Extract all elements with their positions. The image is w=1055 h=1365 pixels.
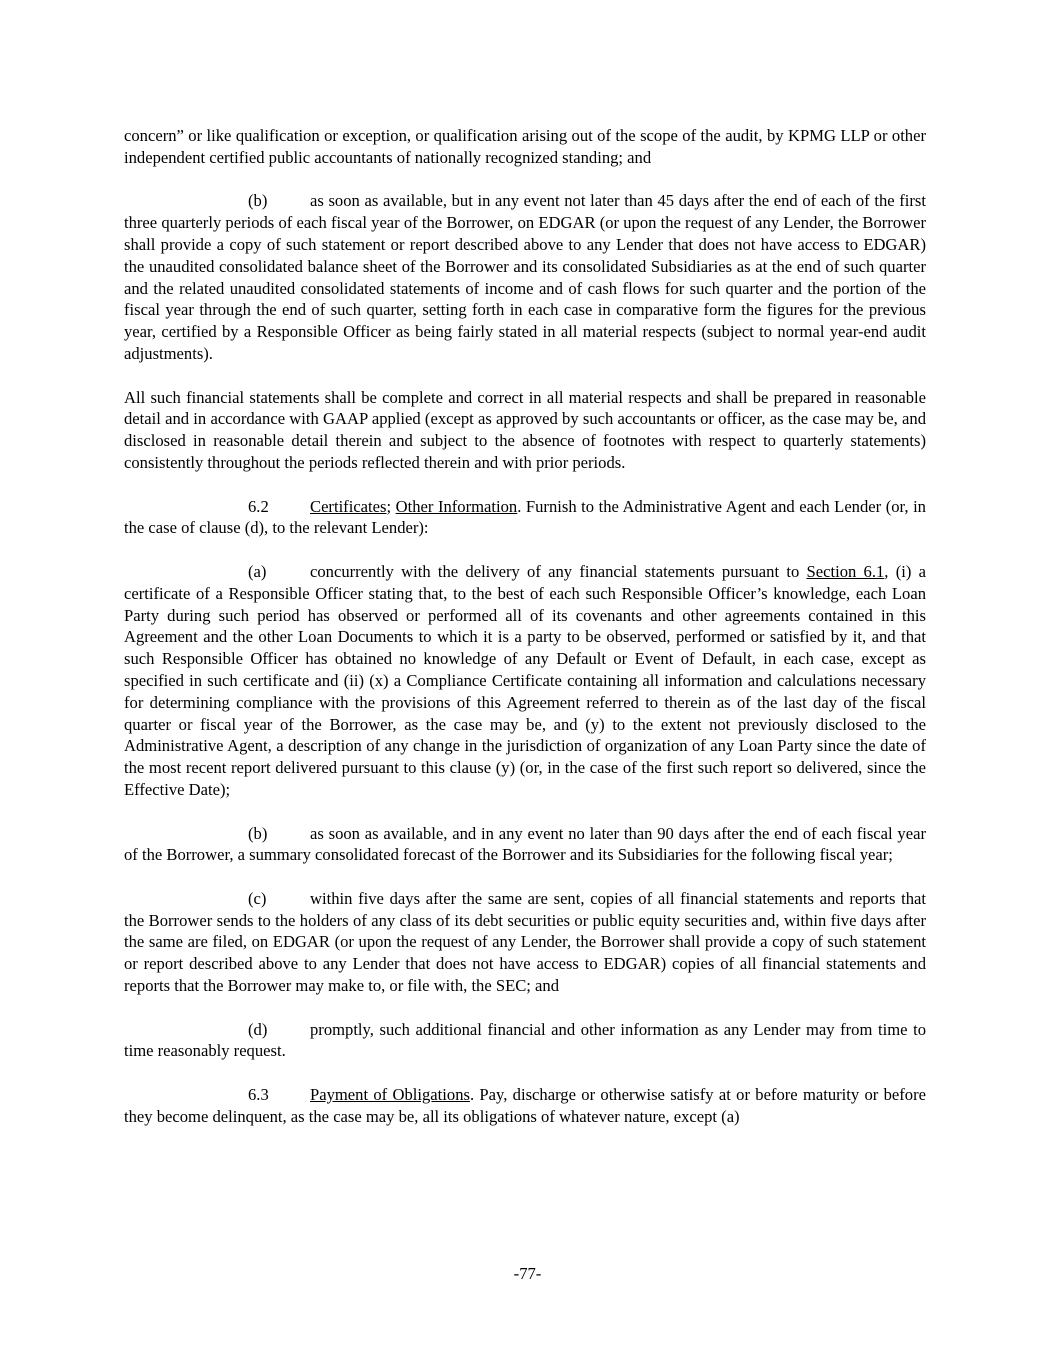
section-6-2 (124, 496, 926, 540)
clause-label: (b) (248, 191, 268, 211)
paragraph-continuation: concern” or like qualification or exception, or qualification arising out of the scope of the audit, by KPMG LLP or other independent certified public accountants of nationally recognized standing; and (124, 126, 926, 167)
section-heading-other-information: Other Information (395, 496, 518, 516)
clause-text: within five days after the same are sent, copies of all financial statements and reports that the Borrower sends to the holders of any class of its debt securities or public equity securities and, within five days after the same are filed, on EDGAR (or upon the request of any Lender, the Borrower shall provide a copy of such statement or report described above to any Lender that does not have access to EDGAR) copies of all financial statements and reports that the Borrower may make to, or file with, the SEC; and (124, 888, 926, 996)
clause-text: as soon as available, but in any event not later than 45 days after the end of each of the first three quarterly periods of each fiscal year of the Borrower, on EDGAR (or upon the request of any Lender, the Borrower shall provide a copy of such statement or report described above to any Lender that does not have access to EDGAR) the unaudited consolidated balance sheet of the Borrower and its consolidated Subsidiaries as at the end of such quarter and the related unaudited consolidated statements of income and of cash flows for such quarter and the portion of the fiscal year through the end of such quarter, setting forth in each case in comparative form the figures for the previous year, certified by a Responsible Officer as being fairly stated in all material respects (subject to normal year-end audit adjustments). (124, 191, 926, 363)
clause-label: (a) (248, 561, 267, 581)
clause-label: (b) (248, 823, 268, 843)
heading-separator: ; (386, 496, 396, 516)
section-heading-certificates: Certificates (310, 496, 387, 516)
section-6-3 (124, 1084, 926, 1128)
clause-text: concurrently with the delivery of any financial statements pursuant to (310, 561, 807, 581)
clause-6-2-d (124, 1019, 926, 1063)
page-number: -77- (513, 1264, 542, 1283)
clause-text-continued: , (i) a certificate of a Responsible Officer stating that, to the best of each such Responsible Officer’s knowledge, each Loan Party during such period has observed or performed all of its covenants and other agreements contained in this Agreement and the other Loan Documents to which it is a party to be observed, performed or satisfied by it, and that such Responsible Officer has obtained no knowledge of any Default or Event of Default, in each case, except as specified in such certificate and (ii) (x) a Compliance Certificate containing all information and calculations necessary for determining compliance with the provisions of this Agreement referred to therein as of the last day of the fiscal quarter or fiscal year of the Borrower, as the case may be, and (y) to the extent not previously disclosed to the Administrative Agent, a description of any change in the jurisdiction of organization of any Loan Party since the date of the most recent report delivered pursuant to this clause (y) (or, in the case of the first such report so delivered, since the Effective Date); (124, 561, 926, 799)
section-number: 6.3 (248, 1085, 269, 1105)
clause-label: (d) (248, 1019, 268, 1039)
clause-6-2-a (124, 561, 926, 801)
section-number: 6.2 (248, 496, 269, 516)
document-body (124, 125, 926, 1149)
clause-6-2-c (124, 888, 926, 997)
clause-text: promptly, such additional financial and other information as any Lender may from time to time reasonably request. (124, 1019, 926, 1061)
financial-statements-paragraph: All such financial statements shall be complete and correct in all material respects and shall be prepared in reasonable detail and in accordance with GAAP applied (except as approved by such accountants or officer, as the case may be, and disclosed in reasonable detail therein and subject to the absence of footnotes with respect to quarterly statements) consistently throughout the periods reflected therein and with prior periods. (124, 387, 926, 472)
clause-text: as soon as available, and in any event no later than 90 days after the end of each fiscal year of the Borrower, a summary consolidated forecast of the Borrower and its Subsidiaries for the following fiscal year; (124, 823, 926, 865)
section-reference-link[interactable]: Section 6.1 (806, 561, 885, 581)
section-heading-payment-of-obligations: Payment of Obligations (310, 1085, 470, 1105)
clause-6-1-b (124, 190, 926, 364)
clause-label: (c) (248, 888, 267, 908)
clause-6-2-b (124, 823, 926, 867)
section-text: . Pay, discharge or otherwise satisfy at or before maturity or before they become delinquent, as the case may be, all its obligations of whatever nature, except (a) (124, 1085, 926, 1126)
section-text: . Furnish to the Administrative Agent and each Lender (or, in the case of clause (d), to the relevant Lender): (124, 496, 926, 538)
